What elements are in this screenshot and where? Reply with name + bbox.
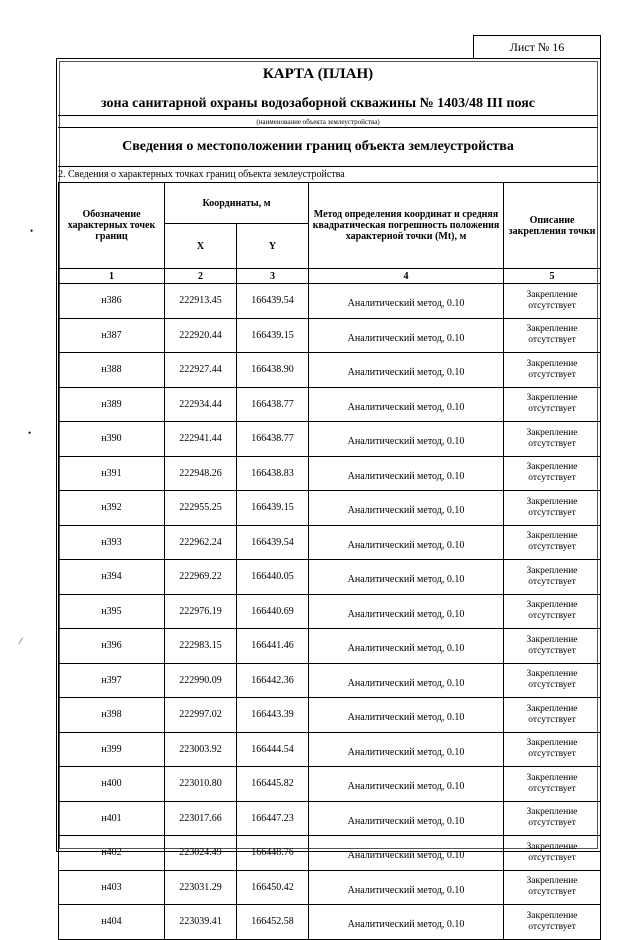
x-cell: 222955.25: [165, 491, 237, 526]
method-cell: Аналитический метод, 0.10: [309, 387, 504, 422]
desc-cell: Закрепление отсутствует: [504, 663, 601, 698]
y-cell: 166441.46: [237, 629, 309, 664]
object-name: зона санитарной охраны водозаборной скважины № 1403/48 III пояс: [101, 96, 535, 111]
y-cell: 166443.39: [237, 698, 309, 733]
x-cell: 223010.80: [165, 767, 237, 802]
x-cell: 222990.09: [165, 663, 237, 698]
y-cell: 166442.36: [237, 663, 309, 698]
table-row: [59, 663, 601, 698]
table-row: [59, 594, 601, 629]
y-cell: 166438.77: [237, 387, 309, 422]
point-id-cell: н387: [59, 318, 165, 353]
y-cell: 166440.69: [237, 594, 309, 629]
col-number: 4: [309, 269, 504, 284]
divider: [58, 127, 598, 128]
point-id-cell: н398: [59, 698, 165, 733]
section-caption: 2. Сведения о характерных точках границ объекта землеустройства: [58, 169, 345, 180]
point-id-cell: н389: [59, 387, 165, 422]
method-cell: Аналитический метод, 0.10: [309, 525, 504, 560]
x-cell: 222927.44: [165, 353, 237, 388]
desc-cell: Закрепление отсутствует: [504, 801, 601, 836]
desc-cell: Закрепление отсутствует: [504, 387, 601, 422]
x-cell: 222913.45: [165, 284, 237, 319]
method-cell: Аналитический метод, 0.10: [309, 560, 504, 595]
method-cell: Аналитический метод, 0.10: [309, 422, 504, 457]
table-row: [59, 629, 601, 664]
col-number: 2: [165, 269, 237, 284]
col-coords-header: Координаты, м: [165, 183, 309, 224]
col-number: 5: [504, 269, 601, 284]
table-row: [59, 836, 601, 871]
desc-cell: Закрепление отсутствует: [504, 525, 601, 560]
table-row: [59, 456, 601, 491]
y-cell: 166452.58: [237, 905, 309, 940]
scan-speck: •: [28, 428, 32, 438]
y-cell: 166440.05: [237, 560, 309, 595]
desc-cell: Закрепление отсутствует: [504, 836, 601, 871]
method-cell: Аналитический метод, 0.10: [309, 698, 504, 733]
desc-cell: Закрепление отсутствует: [504, 284, 601, 319]
y-cell: 166439.54: [237, 525, 309, 560]
desc-cell: Закрепление отсутствует: [504, 905, 601, 940]
section-heading: Сведения о местоположении границ объекта землеустройства: [122, 139, 514, 154]
desc-cell: Закрепление отсутствует: [504, 353, 601, 388]
desc-cell: Закрепление отсутствует: [504, 767, 601, 802]
method-cell: Аналитический метод, 0.10: [309, 836, 504, 871]
point-id-cell: н392: [59, 491, 165, 526]
table-row: [59, 284, 601, 319]
col-x-header: X: [165, 224, 237, 269]
table-row: [59, 905, 601, 940]
x-cell: 222920.44: [165, 318, 237, 353]
x-cell: 223017.66: [165, 801, 237, 836]
y-cell: 166438.77: [237, 422, 309, 457]
divider: [58, 115, 598, 116]
method-cell: Аналитический метод, 0.10: [309, 767, 504, 802]
method-cell: Аналитический метод, 0.10: [309, 456, 504, 491]
scan-speck: •: [30, 226, 34, 236]
x-cell: 222934.44: [165, 387, 237, 422]
x-cell: 222976.19: [165, 594, 237, 629]
point-id-cell: н393: [59, 525, 165, 560]
table-row: [59, 491, 601, 526]
point-id-cell: н391: [59, 456, 165, 491]
x-cell: 222983.15: [165, 629, 237, 664]
point-id-cell: н400: [59, 767, 165, 802]
x-cell: 223003.92: [165, 732, 237, 767]
table-row: [59, 422, 601, 457]
desc-cell: Закрепление отсутствует: [504, 560, 601, 595]
scan-speck: ⁄: [20, 636, 22, 646]
desc-cell: Закрепление отсутствует: [504, 456, 601, 491]
point-id-cell: н386: [59, 284, 165, 319]
desc-cell: Закрепление отсутствует: [504, 491, 601, 526]
table-row: [59, 767, 601, 802]
points-table: [58, 182, 601, 940]
x-cell: 222948.26: [165, 456, 237, 491]
point-id-cell: н394: [59, 560, 165, 595]
desc-cell: Закрепление отсутствует: [504, 698, 601, 733]
table-row: [59, 560, 601, 595]
sheet-number: Лист № 16: [473, 35, 601, 59]
x-cell: 222969.22: [165, 560, 237, 595]
y-cell: 166447.23: [237, 801, 309, 836]
x-cell: 223039.41: [165, 905, 237, 940]
col-point-header: Обозначение характерных точек границ: [59, 183, 165, 269]
y-cell: 166439.15: [237, 318, 309, 353]
table-row: [59, 353, 601, 388]
point-id-cell: н403: [59, 870, 165, 905]
desc-cell: Закрепление отсутствует: [504, 732, 601, 767]
divider: [58, 166, 598, 167]
point-id-cell: н388: [59, 353, 165, 388]
desc-cell: Закрепление отсутствует: [504, 629, 601, 664]
point-id-cell: н395: [59, 594, 165, 629]
y-cell: 166438.90: [237, 353, 309, 388]
x-cell: 222997.02: [165, 698, 237, 733]
table-row: [59, 698, 601, 733]
x-cell: 223031.29: [165, 870, 237, 905]
desc-cell: Закрепление отсутствует: [504, 870, 601, 905]
desc-cell: Закрепление отсутствует: [504, 594, 601, 629]
y-cell: 166445.82: [237, 767, 309, 802]
col-number: 3: [237, 269, 309, 284]
table-row: [59, 387, 601, 422]
method-cell: Аналитический метод, 0.10: [309, 732, 504, 767]
point-id-cell: н397: [59, 663, 165, 698]
col-y-header: Y: [237, 224, 309, 269]
y-cell: 166439.15: [237, 491, 309, 526]
point-id-cell: н404: [59, 905, 165, 940]
x-cell: 222962.24: [165, 525, 237, 560]
y-cell: 166439.54: [237, 284, 309, 319]
method-cell: Аналитический метод, 0.10: [309, 318, 504, 353]
method-cell: Аналитический метод, 0.10: [309, 353, 504, 388]
col-desc-header: Описание закрепления точки: [504, 183, 601, 269]
x-cell: 222941.44: [165, 422, 237, 457]
method-cell: Аналитический метод, 0.10: [309, 594, 504, 629]
table-row: [59, 870, 601, 905]
point-id-cell: н396: [59, 629, 165, 664]
col-method-header: Метод определения координат и средняя квадратическая погрешность положения характерной точки (Mt), м: [309, 183, 504, 269]
point-id-cell: н390: [59, 422, 165, 457]
point-id-cell: н402: [59, 836, 165, 871]
point-id-cell: н401: [59, 801, 165, 836]
col-number: 1: [59, 269, 165, 284]
method-cell: Аналитический метод, 0.10: [309, 663, 504, 698]
table-row: [59, 732, 601, 767]
method-cell: Аналитический метод, 0.10: [309, 870, 504, 905]
method-cell: Аналитический метод, 0.10: [309, 801, 504, 836]
y-cell: 166438.83: [237, 456, 309, 491]
y-cell: 166450.42: [237, 870, 309, 905]
table-row: [59, 318, 601, 353]
y-cell: 166448.76: [237, 836, 309, 871]
x-cell: 223024.49: [165, 836, 237, 871]
object-name-caption: (наименование объекта землеустройства): [256, 118, 380, 126]
page-title: КАРТА (ПЛАН): [262, 66, 374, 82]
y-cell: 166444.54: [237, 732, 309, 767]
desc-cell: Закрепление отсутствует: [504, 422, 601, 457]
method-cell: Аналитический метод, 0.10: [309, 905, 504, 940]
table-row: [59, 525, 601, 560]
table-row: [59, 801, 601, 836]
point-id-cell: н399: [59, 732, 165, 767]
desc-cell: Закрепление отсутствует: [504, 318, 601, 353]
method-cell: Аналитический метод, 0.10: [309, 284, 504, 319]
method-cell: Аналитический метод, 0.10: [309, 491, 504, 526]
method-cell: Аналитический метод, 0.10: [309, 629, 504, 664]
